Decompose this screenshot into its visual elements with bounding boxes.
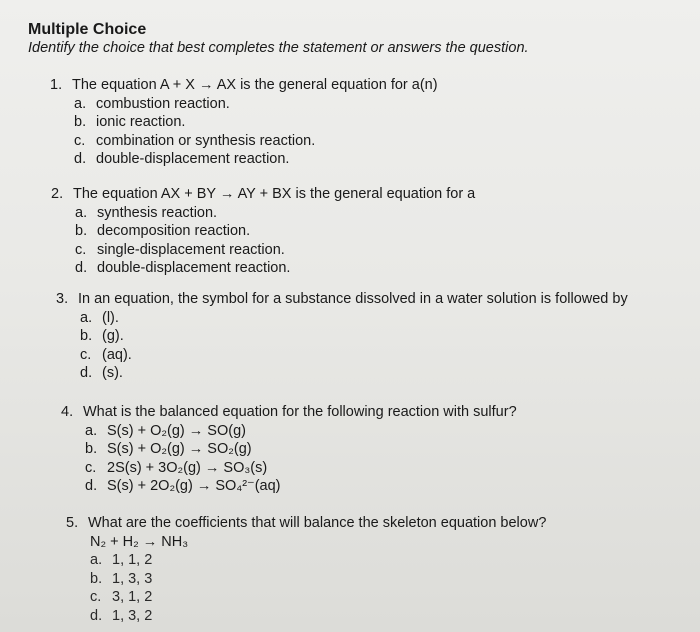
choice-a[interactable] — [90, 551, 546, 570]
choice-c[interactable] — [75, 241, 475, 260]
question-text: The equation A + X → AX is the general equation for a(n) — [72, 77, 438, 93]
choice-d[interactable] — [74, 150, 438, 169]
choice-text: (s). — [102, 365, 123, 381]
choice-text: S(s) + 2O₂(g) → SO₄²⁻(aq) — [107, 478, 281, 494]
choice-list — [51, 204, 475, 278]
choice-letter: a. — [85, 422, 98, 439]
question-number: 4. — [61, 404, 74, 420]
choice-text: (l). — [102, 309, 119, 326]
choice-text: combustion reaction. — [96, 95, 230, 112]
section-title: Multiple Choice — [28, 21, 147, 38]
choice-text: double-displacement reaction. — [96, 151, 290, 167]
choice-c[interactable] — [80, 346, 628, 365]
choice-letter: b. — [80, 328, 93, 344]
choice-list — [66, 551, 546, 625]
choice-text: S(s) + O₂(g) → SO(g) — [107, 422, 246, 439]
choice-letter: c. — [90, 589, 102, 605]
choice-letter: b. — [74, 114, 87, 130]
choice-b[interactable] — [80, 327, 628, 346]
question-stem — [51, 185, 475, 204]
skeleton-equation: N₂ + H₂ → NH₃ — [90, 533, 189, 550]
choice-text: ionic reaction. — [96, 114, 186, 130]
choice-letter: d. — [75, 260, 88, 276]
question-3 — [56, 290, 628, 383]
choice-text: synthesis reaction. — [97, 204, 218, 221]
choice-text: double-displacement reaction. — [97, 260, 291, 276]
question-5 — [66, 514, 546, 625]
choice-b[interactable] — [74, 113, 438, 132]
question-text: What are the coefficients that will balance the skeleton equation below? — [88, 515, 547, 531]
choice-text: (aq). — [102, 346, 132, 363]
question-number: 5. — [66, 515, 79, 531]
choice-text: combination or synthesis reaction. — [96, 132, 316, 149]
question-text: In an equation, the symbol for a substance dissolved in a water solution is followed by — [78, 291, 628, 307]
choice-text: 2S(s) + 3O₂(g) → SO₃(s) — [107, 459, 268, 476]
question-4 — [61, 403, 517, 496]
choice-text: 1, 3, 2 — [112, 607, 153, 624]
choice-a[interactable] — [74, 95, 438, 114]
question-number: 1. — [50, 77, 63, 93]
choice-text: (g). — [102, 328, 124, 344]
choice-letter: c. — [75, 241, 87, 258]
choice-c[interactable] — [74, 132, 438, 151]
choice-letter: a. — [80, 309, 93, 326]
choice-text: 1, 3, 3 — [112, 570, 153, 587]
choice-text: single-displacement reaction. — [97, 241, 285, 258]
choice-text: 1, 1, 2 — [112, 552, 153, 568]
choice-a[interactable] — [85, 422, 517, 441]
choice-letter: d. — [80, 365, 93, 381]
choice-list — [50, 95, 438, 169]
section-header — [28, 20, 529, 57]
choice-letter: b. — [90, 570, 103, 587]
choice-text: S(s) + O₂(g) → SO₂(g) — [107, 441, 252, 457]
choice-letter: c. — [74, 132, 86, 149]
choice-text: decomposition reaction. — [97, 223, 251, 239]
choice-letter: a. — [90, 552, 103, 568]
choice-letter: a. — [75, 204, 88, 221]
question-number: 2. — [51, 186, 64, 202]
question-stem — [56, 290, 628, 309]
choice-letter: d. — [90, 607, 103, 624]
choice-b[interactable] — [90, 570, 546, 589]
choice-d[interactable] — [85, 477, 517, 496]
choice-text: 3, 1, 2 — [112, 589, 153, 605]
choice-letter: c. — [85, 459, 97, 476]
choice-list — [56, 309, 628, 383]
choice-a[interactable] — [80, 309, 628, 328]
question-stem — [61, 403, 517, 422]
question-text: What is the balanced equation for the following reaction with sulfur? — [83, 404, 517, 420]
choice-c[interactable] — [85, 459, 517, 478]
question-text: The equation AX + BY → AY + BX is the general equation for a — [73, 186, 476, 202]
question-2 — [51, 185, 475, 278]
choice-list — [61, 422, 517, 496]
choice-d[interactable] — [80, 364, 628, 383]
choice-letter: b. — [85, 441, 98, 457]
choice-d[interactable] — [90, 607, 546, 626]
choice-c[interactable] — [90, 588, 546, 607]
question-stem — [66, 514, 546, 533]
choice-letter: d. — [74, 151, 87, 167]
question-number: 3. — [56, 291, 69, 307]
choice-letter: a. — [74, 95, 87, 112]
choice-b[interactable] — [85, 440, 517, 459]
choice-letter: b. — [75, 223, 88, 239]
choice-d[interactable] — [75, 259, 475, 278]
question-stem — [50, 76, 438, 95]
choice-letter: c. — [80, 346, 92, 363]
choice-letter: d. — [85, 478, 98, 494]
question-1 — [50, 76, 438, 169]
choice-b[interactable] — [75, 222, 475, 241]
instructions: Identify the choice that best completes the statement or answers the question. — [28, 40, 529, 56]
choice-a[interactable] — [75, 204, 475, 223]
